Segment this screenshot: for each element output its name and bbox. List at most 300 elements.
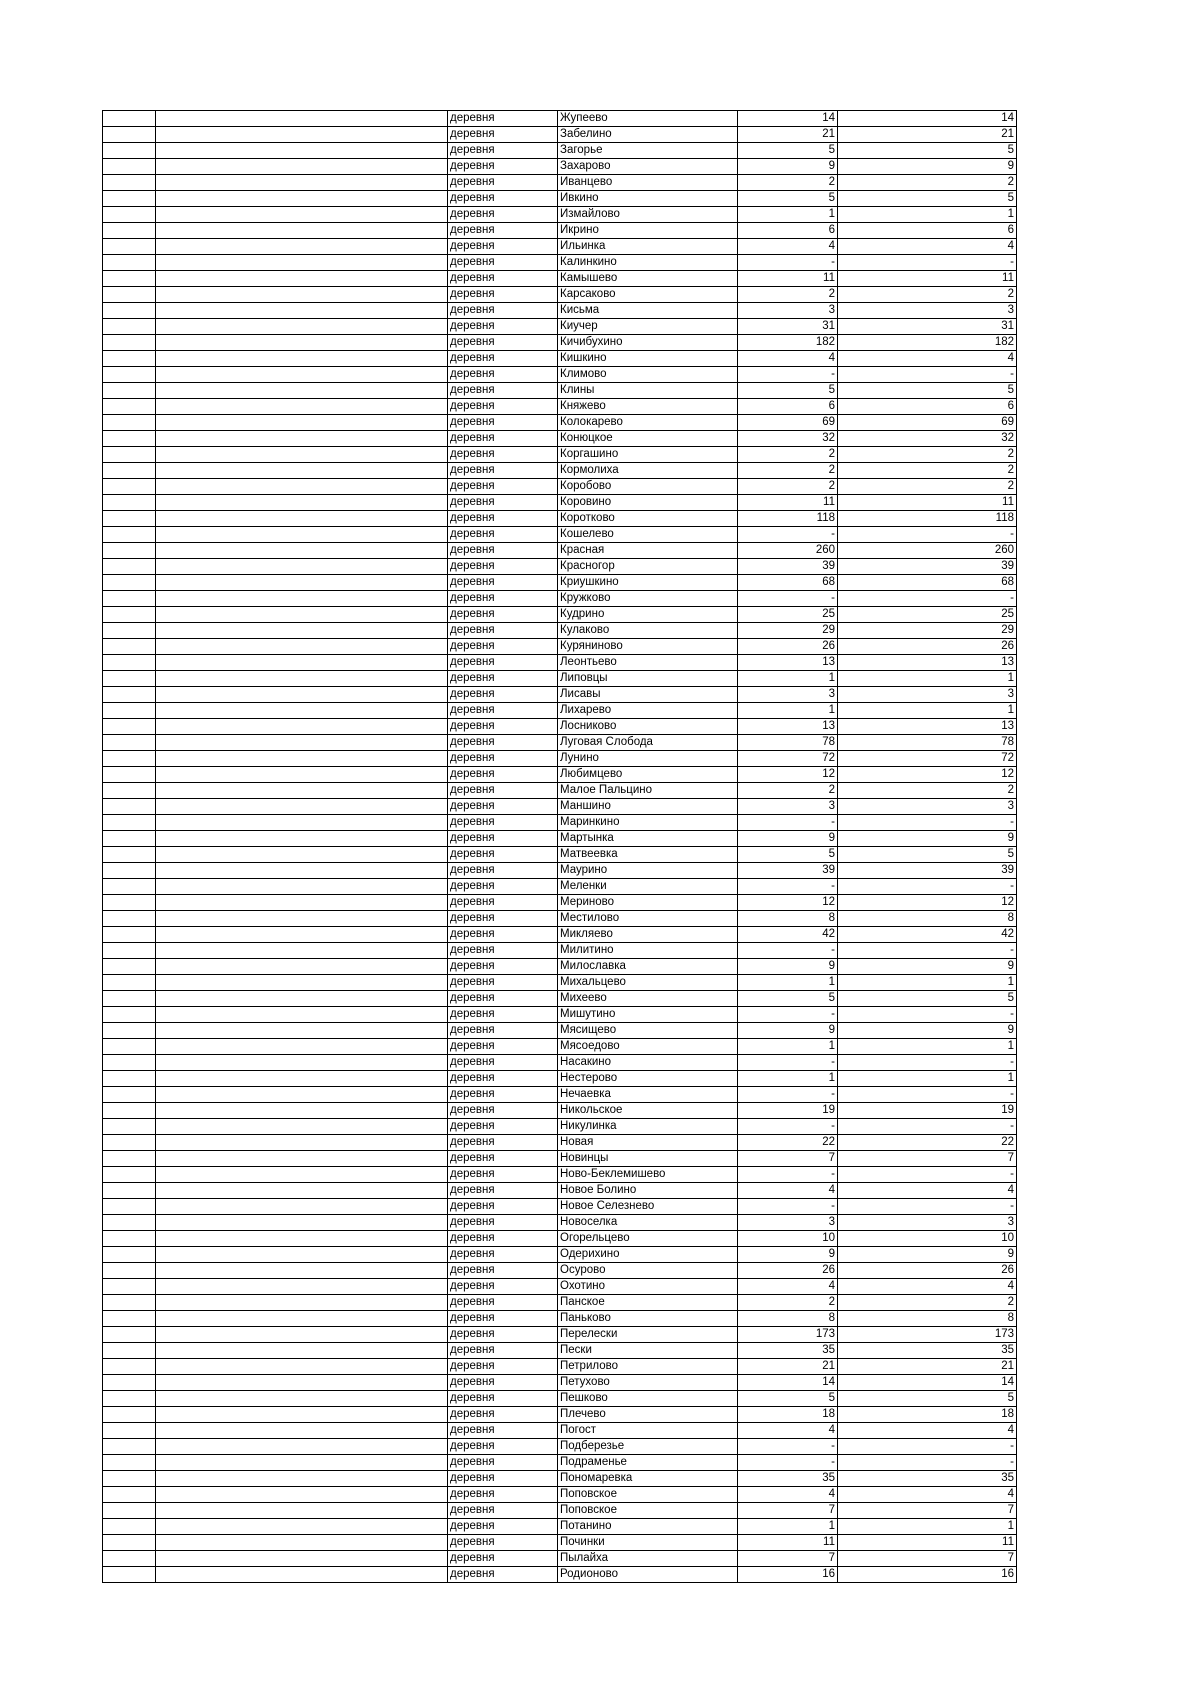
empty-cell-a (103, 751, 156, 767)
value-2-cell: 7 (931, 1503, 1017, 1519)
value-1-cell: 12 (738, 895, 838, 911)
settlement-name-cell: Красная (558, 543, 738, 559)
empty-cell-c (838, 223, 931, 239)
settlement-name-cell: Погост (558, 1423, 738, 1439)
table-row (103, 1567, 1017, 1583)
value-2-cell: 10 (931, 1231, 1017, 1247)
value-1-cell: 2 (738, 479, 838, 495)
settlement-type-cell: деревня (448, 159, 558, 175)
empty-cell-c (838, 671, 931, 687)
settlement-type-cell: деревня (448, 1343, 558, 1359)
table-row (103, 1055, 1017, 1071)
value-1-cell: 2 (738, 287, 838, 303)
table-row (103, 639, 1017, 655)
empty-cell-c (838, 1007, 931, 1023)
settlement-name-cell: Нестерово (558, 1071, 738, 1087)
value-1-cell: 14 (738, 1375, 838, 1391)
empty-cell-b (156, 1279, 448, 1295)
settlement-type-cell: деревня (448, 1279, 558, 1295)
settlement-type-cell: деревня (448, 1471, 558, 1487)
value-2-cell: 4 (931, 239, 1017, 255)
value-1-cell: 4 (738, 1279, 838, 1295)
value-2-cell: 5 (931, 143, 1017, 159)
empty-cell-b (156, 1247, 448, 1263)
empty-cell-a (103, 1471, 156, 1487)
value-2-cell: 8 (931, 911, 1017, 927)
empty-cell-a (103, 303, 156, 319)
empty-cell-c (838, 1311, 931, 1327)
table-row (103, 447, 1017, 463)
value-2-cell: 13 (931, 655, 1017, 671)
settlement-name-cell: Починки (558, 1535, 738, 1551)
settlement-type-cell: деревня (448, 1519, 558, 1535)
settlement-type-cell: деревня (448, 239, 558, 255)
empty-cell-b (156, 223, 448, 239)
table-row (103, 351, 1017, 367)
value-2-cell: 6 (931, 399, 1017, 415)
empty-cell-a (103, 1023, 156, 1039)
value-2-cell: 18 (931, 1407, 1017, 1423)
empty-cell-b (156, 1295, 448, 1311)
value-2-cell: 260 (931, 543, 1017, 559)
table-row (103, 1535, 1017, 1551)
empty-cell-b (156, 895, 448, 911)
empty-cell-b (156, 1391, 448, 1407)
value-1-cell: 32 (738, 431, 838, 447)
table-row (103, 719, 1017, 735)
settlement-type-cell: деревня (448, 335, 558, 351)
settlement-name-cell: Захарово (558, 159, 738, 175)
empty-cell-a (103, 1567, 156, 1583)
empty-cell-b (156, 271, 448, 287)
empty-cell-b (156, 143, 448, 159)
settlement-type-cell: деревня (448, 703, 558, 719)
value-1-cell: 31 (738, 319, 838, 335)
empty-cell-a (103, 351, 156, 367)
empty-cell-b (156, 799, 448, 815)
value-2-cell: 35 (931, 1343, 1017, 1359)
settlement-name-cell: Климово (558, 367, 738, 383)
empty-cell-c (838, 703, 931, 719)
empty-cell-c (838, 191, 931, 207)
table-row (103, 1231, 1017, 1247)
settlement-type-cell: деревня (448, 463, 558, 479)
empty-cell-a (103, 1343, 156, 1359)
settlement-type-cell: деревня (448, 1439, 558, 1455)
table-row (103, 1471, 1017, 1487)
table-row (103, 367, 1017, 383)
settlements-table (102, 110, 1017, 1583)
settlement-name-cell: Микляево (558, 927, 738, 943)
empty-cell-c (838, 1151, 931, 1167)
settlement-type-cell: деревня (448, 639, 558, 655)
empty-cell-c (838, 1471, 931, 1487)
settlement-name-cell: Подберезье (558, 1439, 738, 1455)
empty-cell-b (156, 847, 448, 863)
empty-cell-c (838, 399, 931, 415)
settlement-name-cell: Кружково (558, 591, 738, 607)
empty-cell-b (156, 1007, 448, 1023)
value-2-cell: 21 (931, 127, 1017, 143)
empty-cell-b (156, 1215, 448, 1231)
empty-cell-a (103, 815, 156, 831)
empty-cell-a (103, 975, 156, 991)
empty-cell-c (838, 719, 931, 735)
empty-cell-c (838, 319, 931, 335)
settlement-name-cell: Никулинка (558, 1119, 738, 1135)
empty-cell-b (156, 1231, 448, 1247)
empty-cell-b (156, 1535, 448, 1551)
value-1-cell: 2 (738, 175, 838, 191)
empty-cell-b (156, 1199, 448, 1215)
empty-cell-c (838, 367, 931, 383)
empty-cell-a (103, 1215, 156, 1231)
empty-cell-b (156, 479, 448, 495)
value-2-cell: 26 (931, 639, 1017, 655)
settlement-name-cell: Пески (558, 1343, 738, 1359)
empty-cell-b (156, 1471, 448, 1487)
settlement-type-cell: деревня (448, 495, 558, 511)
settlement-name-cell: Потанино (558, 1519, 738, 1535)
value-1-cell: 29 (738, 623, 838, 639)
empty-cell-a (103, 719, 156, 735)
value-2-cell: 4 (931, 351, 1017, 367)
empty-cell-c (838, 463, 931, 479)
empty-cell-a (103, 879, 156, 895)
table-row (103, 223, 1017, 239)
empty-cell-a (103, 895, 156, 911)
value-1-cell: 6 (738, 223, 838, 239)
empty-cell-c (838, 1407, 931, 1423)
settlement-name-cell: Мартынка (558, 831, 738, 847)
table-row (103, 591, 1017, 607)
value-2-cell: 1 (931, 1519, 1017, 1535)
empty-cell-a (103, 1151, 156, 1167)
settlement-type-cell: деревня (448, 847, 558, 863)
value-1-cell: 25 (738, 607, 838, 623)
settlement-name-cell: Петрилово (558, 1359, 738, 1375)
value-2-cell: 3 (931, 1215, 1017, 1231)
empty-cell-b (156, 447, 448, 463)
empty-cell-c (838, 511, 931, 527)
table-row (103, 671, 1017, 687)
value-1-cell: 16 (738, 1567, 838, 1583)
value-2-cell: - (931, 1439, 1017, 1455)
empty-cell-a (103, 1535, 156, 1551)
empty-cell-c (838, 383, 931, 399)
settlement-name-cell: Клины (558, 383, 738, 399)
table-row (103, 1551, 1017, 1567)
settlement-type-cell: деревня (448, 1567, 558, 1583)
empty-cell-a (103, 1199, 156, 1215)
table-row (103, 127, 1017, 143)
settlement-type-cell: деревня (448, 319, 558, 335)
empty-cell-c (838, 287, 931, 303)
empty-cell-b (156, 991, 448, 1007)
empty-cell-a (103, 143, 156, 159)
empty-cell-a (103, 159, 156, 175)
table-row (103, 1327, 1017, 1343)
empty-cell-a (103, 1119, 156, 1135)
settlement-name-cell: Коротково (558, 511, 738, 527)
settlement-name-cell: Пылайха (558, 1551, 738, 1567)
value-1-cell: - (738, 1167, 838, 1183)
empty-cell-a (103, 607, 156, 623)
settlement-type-cell: деревня (448, 1135, 558, 1151)
value-1-cell: 2 (738, 447, 838, 463)
value-2-cell: - (931, 879, 1017, 895)
table-row (103, 1023, 1017, 1039)
table-row (103, 815, 1017, 831)
value-1-cell: 1 (738, 207, 838, 223)
value-1-cell: 10 (738, 1231, 838, 1247)
settlement-name-cell: Маншино (558, 799, 738, 815)
table-row (103, 1199, 1017, 1215)
empty-cell-b (156, 623, 448, 639)
empty-cell-b (156, 959, 448, 975)
settlement-type-cell: деревня (448, 943, 558, 959)
value-1-cell: 5 (738, 847, 838, 863)
empty-cell-b (156, 1551, 448, 1567)
empty-cell-b (156, 543, 448, 559)
table-row (103, 863, 1017, 879)
empty-cell-c (838, 959, 931, 975)
table-row (103, 623, 1017, 639)
settlement-type-cell: деревня (448, 1503, 558, 1519)
value-1-cell: - (738, 1199, 838, 1215)
table-row (103, 831, 1017, 847)
empty-cell-c (838, 271, 931, 287)
value-2-cell: 11 (931, 1535, 1017, 1551)
empty-cell-b (156, 831, 448, 847)
empty-cell-c (838, 1167, 931, 1183)
value-2-cell: 11 (931, 271, 1017, 287)
empty-cell-a (103, 991, 156, 1007)
table-row (103, 1311, 1017, 1327)
table-row (103, 1119, 1017, 1135)
empty-cell-b (156, 815, 448, 831)
empty-cell-a (103, 527, 156, 543)
empty-cell-a (103, 431, 156, 447)
empty-cell-c (838, 655, 931, 671)
table-row (103, 1215, 1017, 1231)
value-2-cell: 3 (931, 687, 1017, 703)
empty-cell-c (838, 111, 931, 127)
table-row (103, 431, 1017, 447)
empty-cell-a (103, 863, 156, 879)
empty-cell-a (103, 911, 156, 927)
empty-cell-c (838, 1263, 931, 1279)
settlement-type-cell: деревня (448, 719, 558, 735)
empty-cell-b (156, 127, 448, 143)
value-2-cell: 2 (931, 463, 1017, 479)
empty-cell-a (103, 1503, 156, 1519)
empty-cell-c (838, 1343, 931, 1359)
empty-cell-b (156, 1119, 448, 1135)
empty-cell-a (103, 127, 156, 143)
empty-cell-c (838, 911, 931, 927)
value-1-cell: 1 (738, 1519, 838, 1535)
empty-cell-a (103, 383, 156, 399)
empty-cell-a (103, 1487, 156, 1503)
value-1-cell: 9 (738, 159, 838, 175)
settlement-type-cell: деревня (448, 911, 558, 927)
value-2-cell: - (931, 591, 1017, 607)
table-row (103, 479, 1017, 495)
value-1-cell: - (738, 943, 838, 959)
empty-cell-c (838, 575, 931, 591)
settlement-type-cell: деревня (448, 383, 558, 399)
empty-cell-a (103, 1247, 156, 1263)
empty-cell-c (838, 1183, 931, 1199)
empty-cell-b (156, 863, 448, 879)
empty-cell-a (103, 1439, 156, 1455)
settlement-type-cell: деревня (448, 927, 558, 943)
empty-cell-b (156, 319, 448, 335)
value-1-cell: 69 (738, 415, 838, 431)
settlement-name-cell: Огорельцево (558, 1231, 738, 1247)
table-row (103, 687, 1017, 703)
value-1-cell: - (738, 879, 838, 895)
settlement-type-cell: деревня (448, 751, 558, 767)
empty-cell-c (838, 1279, 931, 1295)
settlement-type-cell: деревня (448, 1407, 558, 1423)
value-2-cell: 4 (931, 1183, 1017, 1199)
empty-cell-b (156, 1407, 448, 1423)
value-1-cell: - (738, 1455, 838, 1471)
table-row (103, 735, 1017, 751)
settlement-name-cell: Кошелево (558, 527, 738, 543)
table-row (103, 1071, 1017, 1087)
settlement-name-cell: Милославка (558, 959, 738, 975)
empty-cell-c (838, 239, 931, 255)
settlement-type-cell: деревня (448, 1071, 558, 1087)
settlement-name-cell: Камышево (558, 271, 738, 287)
table-row (103, 159, 1017, 175)
table-row (103, 879, 1017, 895)
value-2-cell: 14 (931, 111, 1017, 127)
settlement-name-cell: Ивкино (558, 191, 738, 207)
empty-cell-c (838, 447, 931, 463)
settlement-type-cell: деревня (448, 303, 558, 319)
table-row (103, 767, 1017, 783)
settlement-type-cell: деревня (448, 191, 558, 207)
empty-cell-b (156, 207, 448, 223)
empty-cell-a (103, 1039, 156, 1055)
settlement-name-cell: Маурино (558, 863, 738, 879)
table-row (103, 1279, 1017, 1295)
settlement-type-cell: деревня (448, 223, 558, 239)
settlement-type-cell: деревня (448, 1199, 558, 1215)
value-1-cell: 3 (738, 799, 838, 815)
empty-cell-a (103, 1407, 156, 1423)
empty-cell-b (156, 1263, 448, 1279)
empty-cell-c (838, 623, 931, 639)
empty-cell-a (103, 1327, 156, 1343)
value-2-cell: 2 (931, 287, 1017, 303)
value-2-cell: 2 (931, 175, 1017, 191)
empty-cell-a (103, 415, 156, 431)
empty-cell-b (156, 1455, 448, 1471)
table-row (103, 111, 1017, 127)
value-1-cell: 4 (738, 1487, 838, 1503)
empty-cell-c (838, 1567, 931, 1583)
settlement-type-cell: деревня (448, 1167, 558, 1183)
settlement-name-cell: Новое Селезнево (558, 1199, 738, 1215)
settlement-name-cell: Поповское (558, 1503, 738, 1519)
empty-cell-a (103, 495, 156, 511)
value-1-cell: - (738, 815, 838, 831)
value-2-cell: 1 (931, 703, 1017, 719)
empty-cell-c (838, 1503, 931, 1519)
value-1-cell: 1 (738, 671, 838, 687)
value-1-cell: 11 (738, 1535, 838, 1551)
settlement-type-cell: деревня (448, 543, 558, 559)
settlement-type-cell: деревня (448, 1263, 558, 1279)
value-1-cell: 39 (738, 863, 838, 879)
value-1-cell: 260 (738, 543, 838, 559)
settlement-type-cell: деревня (448, 127, 558, 143)
settlement-name-cell: Одерихино (558, 1247, 738, 1263)
empty-cell-c (838, 735, 931, 751)
value-2-cell: 5 (931, 383, 1017, 399)
settlement-type-cell: деревня (448, 671, 558, 687)
table-row (103, 1039, 1017, 1055)
value-1-cell: 9 (738, 1247, 838, 1263)
empty-cell-a (103, 591, 156, 607)
empty-cell-c (838, 1199, 931, 1215)
settlement-name-cell: Куряниново (558, 639, 738, 655)
empty-cell-a (103, 175, 156, 191)
value-2-cell: 5 (931, 191, 1017, 207)
settlement-name-cell: Новоселка (558, 1215, 738, 1231)
settlement-name-cell: Луговая Слобода (558, 735, 738, 751)
value-1-cell: 5 (738, 143, 838, 159)
table-row (103, 1183, 1017, 1199)
value-1-cell: 173 (738, 1327, 838, 1343)
value-1-cell: - (738, 1007, 838, 1023)
table-row (103, 1007, 1017, 1023)
empty-cell-a (103, 927, 156, 943)
value-1-cell: 11 (738, 495, 838, 511)
value-2-cell: - (931, 255, 1017, 271)
settlement-type-cell: деревня (448, 1151, 558, 1167)
value-1-cell: 35 (738, 1471, 838, 1487)
empty-cell-b (156, 1135, 448, 1151)
table-row (103, 1151, 1017, 1167)
settlement-type-cell: деревня (448, 1535, 558, 1551)
table-body (103, 111, 1017, 1583)
value-1-cell: 14 (738, 111, 838, 127)
settlement-name-cell: Жупеево (558, 111, 738, 127)
empty-cell-b (156, 927, 448, 943)
settlement-type-cell: деревня (448, 175, 558, 191)
settlement-name-cell: Кормолиха (558, 463, 738, 479)
empty-cell-c (838, 1519, 931, 1535)
table-row (103, 1343, 1017, 1359)
value-1-cell: 7 (738, 1503, 838, 1519)
empty-cell-c (838, 879, 931, 895)
value-1-cell: 5 (738, 991, 838, 1007)
value-2-cell: 22 (931, 1135, 1017, 1151)
value-1-cell: - (738, 591, 838, 607)
empty-cell-a (103, 1087, 156, 1103)
value-2-cell: - (931, 1167, 1017, 1183)
empty-cell-c (838, 687, 931, 703)
table-row (103, 495, 1017, 511)
empty-cell-b (156, 607, 448, 623)
settlement-name-cell: Матвеевка (558, 847, 738, 863)
